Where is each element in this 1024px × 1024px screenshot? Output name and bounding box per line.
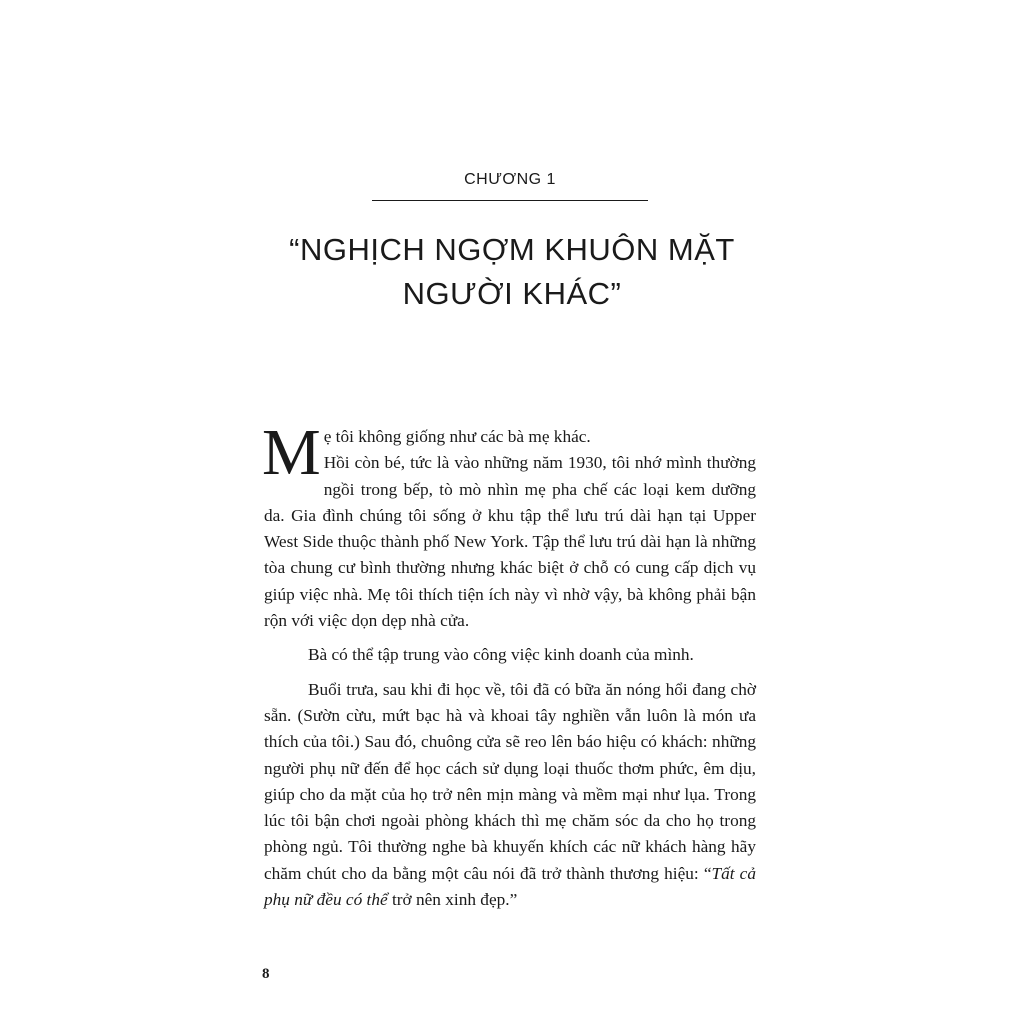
chapter-label: CHƯƠNG 1 bbox=[464, 171, 556, 188]
chapter-rule bbox=[372, 200, 648, 201]
quote-middle: phụ nữ đều bbox=[264, 890, 346, 910]
paragraph-3-main: Buổi trưa, sau khi đi học về, tôi đã có bữa ăn nóng hổi đang chờ sẵn. (Sườn cừu, mứt bạc hà và khoai tây nghiền vẫn luôn là món ưa thích của tôi.) Sau đó, chuông cửa sẽ reo lên báo hiệu có khách: những người phụ nữ đến để học cách sử dụng loại thuốc thơm phức, êm dịu, giúp cho da mặt của họ trở nên mịn màng và mềm mại như lụa. Trong lúc tôi bận chơi ngoài phòng khách thì mẹ chăm sóc da cho họ trong phòng ngủ. Tôi thường nghe bà khuyến khích các nữ khách hàng hãy chăm chút cho da bằng một câu nói đã trở thành thương hiệu: bbox=[264, 679, 756, 883]
paragraph-1-rest: Hồi còn bé, tức là vào những năm 1930, tôi nhớ mình thường ngồi trong bếp, tò mò nhìn mẹ pha chế các loại kem dưỡng da. Gia đình chúng tôi sống ở khu tập thể lưu trú dài hạn tại Upper West Side thuộc thành phố New York. Tập thể lưu trú dài hạn là những tòa chung cư bình thường nhưng khác biệt ở chỗ có cung cấp dịch vụ giúp việc nhà. Mẹ tôi thích tiện ích này vì nhờ vậy, bà không phải bận rộn với việc dọn dẹp nhà cửa. bbox=[264, 453, 756, 631]
emphasis-tat-ca: Tất cả bbox=[711, 863, 756, 883]
paragraph-3 bbox=[264, 677, 756, 914]
chapter-title bbox=[212, 228, 812, 316]
drop-cap: M bbox=[262, 416, 321, 489]
paragraph-1-first-line: ẹ tôi không giống như các bà mẹ khác. bbox=[323, 427, 591, 446]
body-text bbox=[262, 416, 756, 913]
paragraph-3-end: trở nên xinh đẹp.” bbox=[387, 890, 518, 910]
chapter-title-line-2: NGƯỜI KHÁC” bbox=[402, 276, 622, 311]
paragraph-1 bbox=[262, 416, 756, 634]
emphasis-co-the: có thể bbox=[345, 890, 388, 910]
page-number: 8 bbox=[262, 966, 270, 982]
paragraph-2: Bà có thể tập trung vào công việc kinh doanh của mình. bbox=[308, 645, 694, 665]
quote-open: “ bbox=[703, 863, 712, 883]
chapter-title-line-1: “NGHỊCH NGỢM KHUÔN MẶT bbox=[289, 232, 735, 267]
